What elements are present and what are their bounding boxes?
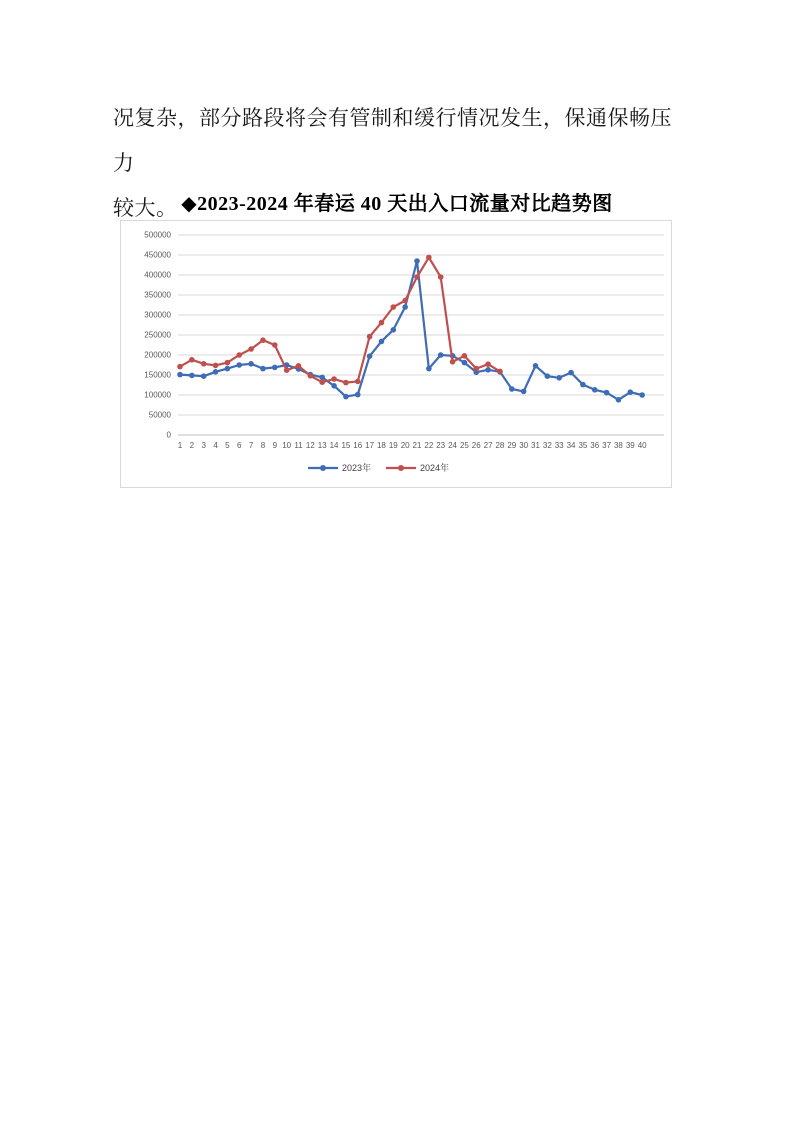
x-axis-tick-label: 40 bbox=[637, 441, 647, 450]
y-axis-tick-label: 250000 bbox=[144, 330, 171, 340]
x-axis-tick-label: 36 bbox=[590, 441, 600, 450]
x-axis-tick-label: 29 bbox=[507, 441, 517, 450]
x-axis-tick-label: 26 bbox=[471, 441, 481, 450]
data-point bbox=[391, 327, 397, 333]
y-axis-tick-label: 450000 bbox=[144, 250, 171, 260]
y-axis-tick-label: 100000 bbox=[144, 390, 171, 400]
data-point bbox=[604, 390, 610, 396]
x-axis-tick-label: 6 bbox=[237, 441, 242, 450]
x-axis-tick-label: 1 bbox=[177, 441, 183, 450]
data-point bbox=[414, 258, 420, 264]
data-point bbox=[639, 392, 645, 398]
data-point bbox=[201, 361, 207, 367]
data-point bbox=[533, 363, 539, 369]
data-point bbox=[438, 274, 444, 280]
x-axis-tick-label: 12 bbox=[305, 441, 315, 450]
y-axis-tick-label: 500000 bbox=[144, 230, 171, 240]
x-axis-tick-label: 5 bbox=[225, 441, 230, 450]
x-axis-tick-label: 23 bbox=[436, 441, 446, 450]
data-point bbox=[545, 373, 551, 379]
data-point bbox=[580, 382, 586, 388]
data-point bbox=[391, 304, 397, 310]
data-point bbox=[450, 359, 456, 365]
data-point bbox=[201, 373, 207, 379]
x-axis-tick-label: 19 bbox=[388, 441, 398, 450]
data-point bbox=[248, 346, 254, 352]
x-axis-tick-label: 15 bbox=[341, 441, 351, 450]
data-point bbox=[426, 366, 432, 372]
x-axis-tick-label: 27 bbox=[483, 441, 493, 450]
x-axis-tick-label: 30 bbox=[519, 441, 529, 450]
data-point bbox=[628, 389, 634, 395]
x-axis-tick-label: 13 bbox=[317, 441, 327, 450]
data-point bbox=[616, 397, 622, 403]
x-axis-tick-label: 34 bbox=[566, 441, 576, 450]
y-axis-tick-label: 300000 bbox=[144, 310, 171, 320]
data-point bbox=[319, 379, 325, 385]
data-point bbox=[260, 337, 266, 343]
y-axis-tick-label: 350000 bbox=[144, 290, 171, 300]
data-point bbox=[308, 373, 314, 379]
x-axis-tick-label: 22 bbox=[424, 441, 434, 450]
x-axis-tick-label: 33 bbox=[554, 441, 564, 450]
data-point bbox=[367, 353, 373, 359]
data-point bbox=[414, 274, 420, 280]
x-axis-tick-label: 4 bbox=[213, 441, 218, 450]
data-point bbox=[438, 352, 444, 358]
legend-label-2024年: 2024年 bbox=[420, 463, 450, 473]
data-point bbox=[331, 376, 337, 382]
data-point bbox=[343, 380, 349, 386]
data-point bbox=[248, 361, 254, 367]
data-point bbox=[521, 389, 527, 395]
data-point bbox=[225, 360, 231, 366]
data-point bbox=[189, 373, 195, 379]
y-axis-tick-label: 0 bbox=[166, 430, 171, 440]
line-chart-canvas bbox=[121, 221, 671, 487]
x-axis-tick-label: 8 bbox=[260, 441, 266, 450]
data-point bbox=[473, 366, 479, 372]
data-point bbox=[236, 362, 242, 368]
x-axis-tick-label: 25 bbox=[459, 441, 469, 450]
x-axis-tick-label: 38 bbox=[613, 441, 623, 450]
x-axis-tick-label: 14 bbox=[329, 441, 339, 450]
legend-marker-2024年 bbox=[398, 465, 404, 471]
x-axis-tick-label: 10 bbox=[282, 441, 292, 450]
data-point bbox=[177, 364, 183, 370]
x-axis-tick-label: 21 bbox=[412, 441, 422, 450]
y-axis-tick-label: 200000 bbox=[144, 350, 171, 360]
data-point bbox=[485, 361, 491, 367]
traffic-comparison-chart bbox=[120, 220, 672, 488]
data-point bbox=[236, 352, 242, 358]
data-point bbox=[343, 394, 349, 400]
x-axis-tick-label: 37 bbox=[602, 441, 612, 450]
data-point bbox=[379, 320, 385, 326]
y-axis-tick-label: 400000 bbox=[144, 270, 171, 280]
data-point bbox=[225, 366, 231, 372]
data-point bbox=[462, 360, 468, 366]
x-axis-tick-label: 24 bbox=[448, 441, 458, 450]
data-point bbox=[284, 367, 290, 373]
x-axis-tick-label: 2 bbox=[189, 441, 195, 450]
data-point bbox=[272, 365, 278, 371]
x-axis-tick-label: 17 bbox=[365, 441, 375, 450]
data-point bbox=[485, 367, 491, 373]
x-axis-tick-label: 16 bbox=[353, 441, 363, 450]
data-point bbox=[355, 392, 361, 398]
data-point bbox=[379, 339, 385, 345]
x-axis-tick-label: 18 bbox=[376, 441, 386, 450]
legend-label-2023年: 2023年 bbox=[342, 463, 372, 473]
x-axis-tick-label: 20 bbox=[400, 441, 410, 450]
x-axis-tick-label: 3 bbox=[201, 441, 206, 450]
data-point bbox=[497, 369, 503, 375]
chart-title: ◆2023-2024 年春运 40 天出入口流量对比趋势图 bbox=[181, 193, 613, 215]
data-point bbox=[296, 363, 302, 369]
data-point bbox=[568, 370, 574, 376]
data-point bbox=[402, 304, 408, 310]
data-point bbox=[177, 372, 183, 378]
data-point bbox=[260, 366, 266, 372]
x-axis-tick-label: 35 bbox=[578, 441, 588, 450]
data-point bbox=[426, 255, 432, 261]
y-axis-tick-label: 150000 bbox=[144, 370, 171, 380]
y-axis-tick-label: 50000 bbox=[148, 410, 171, 420]
x-axis-tick-label: 28 bbox=[495, 441, 505, 450]
data-point bbox=[402, 298, 408, 304]
x-axis-tick-label: 11 bbox=[294, 441, 303, 450]
paragraph-line-1: 况复杂，部分路段将会有管制和缓行情况发生，保通保畅压力 bbox=[113, 106, 672, 175]
data-point bbox=[462, 353, 468, 359]
data-point bbox=[355, 379, 361, 385]
data-point bbox=[556, 375, 562, 381]
series-line-2023年 bbox=[180, 261, 642, 400]
x-axis-tick-label: 7 bbox=[248, 441, 254, 450]
x-axis-tick-label: 32 bbox=[542, 441, 552, 450]
x-axis-tick-label: 39 bbox=[625, 441, 635, 450]
data-point bbox=[509, 386, 515, 392]
data-point bbox=[331, 383, 337, 389]
x-axis-tick-label: 31 bbox=[531, 441, 540, 450]
data-point bbox=[272, 342, 278, 348]
data-point bbox=[213, 363, 219, 369]
data-point bbox=[189, 357, 195, 363]
x-axis-tick-label: 9 bbox=[272, 441, 278, 450]
data-point bbox=[319, 375, 325, 381]
legend-marker-2023年 bbox=[320, 465, 326, 471]
data-point bbox=[213, 369, 219, 375]
data-point bbox=[592, 387, 598, 393]
data-point bbox=[367, 334, 373, 340]
paragraph-line-2: 较大。 bbox=[113, 196, 178, 220]
